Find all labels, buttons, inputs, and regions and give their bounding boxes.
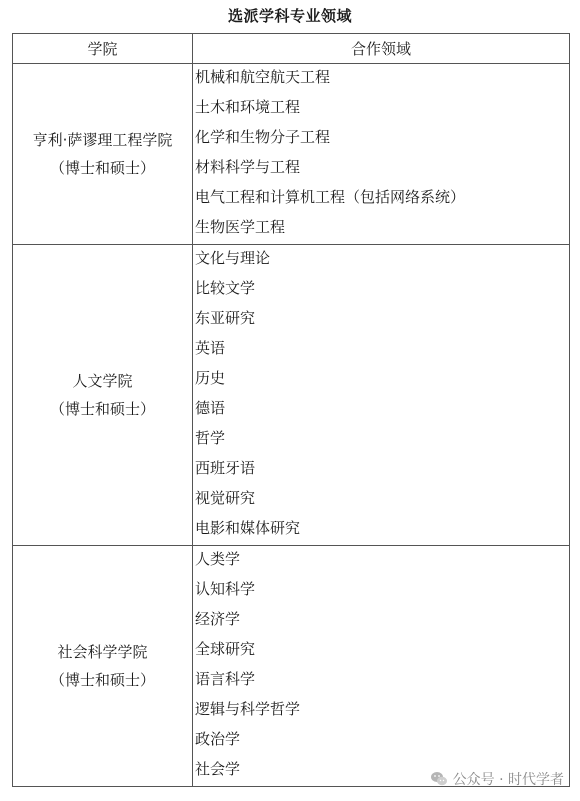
field-item: 机械和航空航天工程 — [195, 68, 331, 86]
degree-label: （博士和硕士） — [49, 159, 155, 177]
field-item: 电气工程和计算机工程（包括网络系统） — [195, 188, 466, 206]
field-item: 认知科学 — [195, 580, 256, 598]
field-item: 化学和生物分子工程 — [195, 128, 331, 146]
table-row — [13, 245, 570, 546]
watermark-text: 公众号 · 时代学者 — [452, 772, 564, 788]
field-item: 全球研究 — [195, 640, 256, 658]
field-item: 逻辑与科学哲学 — [195, 700, 301, 718]
watermark — [430, 769, 564, 789]
table-row — [13, 64, 570, 245]
field-item: 东亚研究 — [195, 309, 256, 327]
field-item: 语言科学 — [195, 670, 256, 688]
header-fields: 合作领域 — [193, 34, 570, 64]
field-item: 视觉研究 — [195, 489, 256, 507]
field-item: 英语 — [195, 339, 226, 357]
degree-label: （博士和硕士） — [49, 400, 155, 418]
school-cell — [13, 546, 193, 787]
field-item: 政治学 — [195, 730, 241, 748]
fields-table — [12, 33, 570, 787]
fields-cell — [193, 546, 570, 787]
degree-label: （博士和硕士） — [49, 671, 155, 689]
wechat-icon — [430, 770, 448, 788]
table-row — [13, 546, 570, 787]
fields-cell — [193, 64, 570, 245]
table-header-row — [13, 34, 570, 64]
field-item: 社会学 — [195, 760, 241, 778]
field-item: 文化与理论 — [195, 249, 271, 267]
field-item: 人类学 — [195, 550, 241, 568]
school-name: 社会科学学院 — [57, 643, 148, 661]
school-name: 亨利·萨谬理工程学院 — [32, 131, 173, 149]
field-item: 土木和环境工程 — [195, 98, 301, 116]
school-cell — [13, 245, 193, 546]
header-school: 学院 — [13, 34, 193, 64]
school-cell — [13, 64, 193, 245]
field-item: 生物医学工程 — [195, 218, 286, 236]
field-item: 历史 — [195, 369, 226, 387]
page-title: 选派学科专业领域 — [227, 7, 352, 25]
field-item: 经济学 — [195, 610, 241, 628]
field-item: 比较文学 — [195, 279, 256, 297]
field-item: 电影和媒体研究 — [195, 519, 301, 537]
fields-cell — [193, 245, 570, 546]
field-item: 哲学 — [195, 429, 226, 447]
field-item: 材料科学与工程 — [195, 158, 301, 176]
school-name: 人文学院 — [72, 372, 133, 390]
field-item: 德语 — [195, 399, 226, 417]
field-item: 西班牙语 — [195, 459, 256, 477]
